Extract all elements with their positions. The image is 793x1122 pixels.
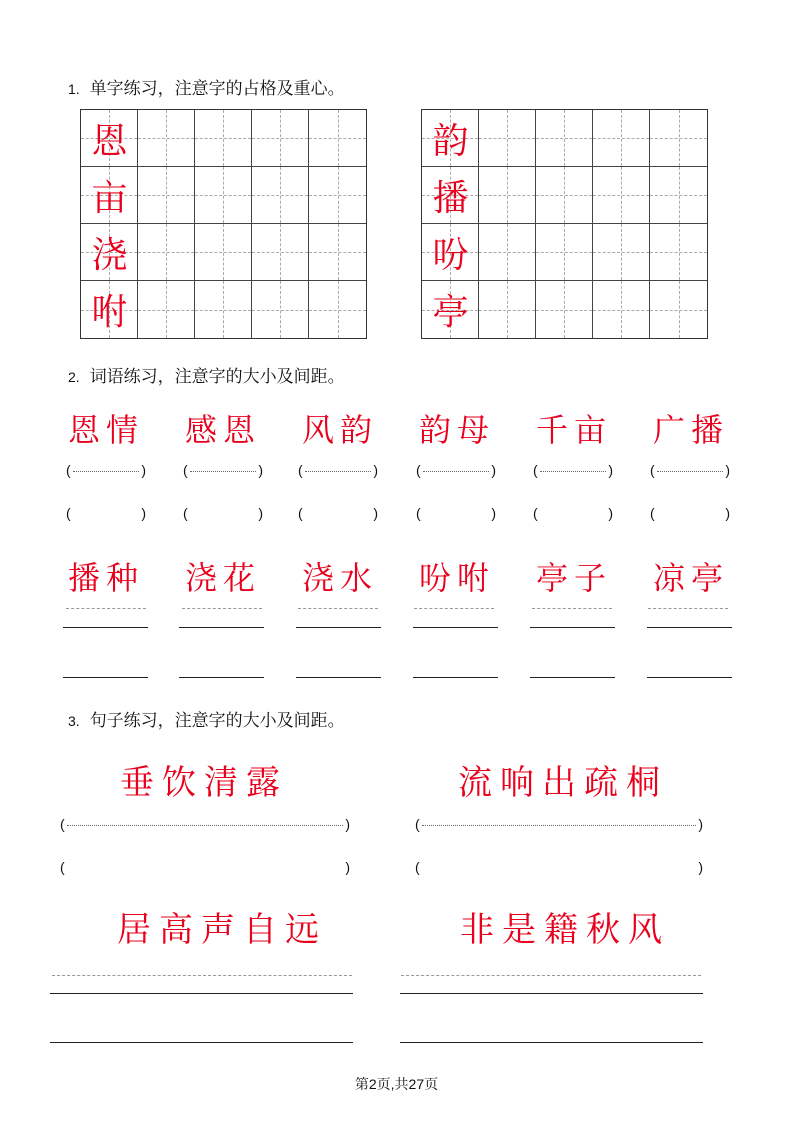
grid-char: 亩 — [91, 178, 128, 219]
practice-sentence: 居高声自远 — [117, 910, 327, 950]
grid-row — [422, 167, 707, 224]
answer-blank[interactable]: ( ) — [415, 859, 703, 875]
pinyin-blank[interactable]: ( ) — [66, 462, 146, 478]
pinyin-blank[interactable]: ( ) — [415, 816, 703, 832]
guide-line — [414, 608, 494, 609]
guide-line — [52, 975, 352, 976]
practice-word: 凉亭 — [653, 559, 730, 597]
writing-line[interactable] — [50, 993, 353, 994]
pinyin-blank[interactable]: ( ) — [183, 462, 263, 478]
answer-blank[interactable]: ( ) — [66, 505, 146, 521]
practice-word: 吩咐 — [419, 559, 496, 597]
practice-word: 感恩 — [185, 411, 262, 449]
practice-word: 韵母 — [419, 411, 496, 449]
practice-sentence: 非是籍秋风 — [460, 910, 670, 950]
section-2-text: 词语练习，注意字的大小及间距。 — [89, 367, 345, 387]
grid-char: 韵 — [432, 121, 469, 162]
section-3-text: 句子练习，注意字的大小及间距。 — [89, 711, 345, 731]
practice-word: 广播 — [653, 411, 730, 449]
answer-blank[interactable]: ( ) — [533, 505, 613, 521]
writing-line[interactable] — [400, 1042, 703, 1043]
answer-blank[interactable]: ( ) — [298, 505, 378, 521]
section-1-title — [68, 74, 345, 99]
writing-line[interactable] — [647, 627, 732, 628]
section-3-title — [68, 706, 345, 731]
section-2-title — [68, 362, 345, 387]
pinyin-blank[interactable]: ( ) — [416, 462, 496, 478]
pinyin-blank[interactable]: ( ) — [60, 816, 350, 832]
writing-line[interactable] — [63, 627, 148, 628]
section-1-text: 单字练习，注意字的占格及重心。 — [89, 79, 345, 99]
grid-row — [81, 110, 366, 167]
writing-line[interactable] — [296, 677, 381, 678]
section-1-number: 1. — [68, 81, 80, 97]
grid-char: 吩 — [432, 235, 469, 276]
guide-line — [648, 608, 728, 609]
practice-word: 千亩 — [536, 411, 613, 449]
guide-line — [182, 608, 262, 609]
writing-line[interactable] — [530, 677, 615, 678]
answer-blank[interactable]: ( ) — [416, 505, 496, 521]
practice-word: 恩情 — [68, 411, 145, 449]
writing-line[interactable] — [179, 677, 264, 678]
writing-line[interactable] — [413, 627, 498, 628]
pinyin-blank[interactable]: ( ) — [533, 462, 613, 478]
pinyin-blank[interactable]: ( ) — [298, 462, 378, 478]
practice-sentence: 流响出疏桐 — [458, 763, 668, 803]
writing-line[interactable] — [400, 993, 703, 994]
grid-row — [81, 224, 366, 281]
practice-sentence: 垂饮清露 — [120, 763, 288, 803]
practice-word: 浇花 — [185, 559, 262, 597]
writing-line[interactable] — [647, 677, 732, 678]
writing-line[interactable] — [50, 1042, 353, 1043]
grid-char: 咐 — [91, 292, 128, 333]
writing-line[interactable] — [63, 677, 148, 678]
grid-row — [422, 281, 707, 338]
page-number: 第2页,共27页 — [354, 1076, 439, 1092]
grid-char: 亭 — [432, 292, 469, 333]
section-3-number: 3. — [68, 713, 80, 729]
char-grid-right — [421, 109, 708, 339]
answer-blank[interactable]: ( ) — [183, 505, 263, 521]
practice-word: 风韵 — [302, 411, 379, 449]
grid-char: 恩 — [91, 121, 128, 162]
grid-row — [81, 167, 366, 224]
writing-line[interactable] — [179, 627, 264, 628]
writing-line[interactable] — [413, 677, 498, 678]
guide-line — [401, 975, 701, 976]
grid-char: 播 — [432, 178, 469, 219]
section-2-number: 2. — [68, 369, 80, 385]
grid-row — [422, 110, 707, 167]
practice-word: 亭子 — [536, 559, 613, 597]
guide-line — [532, 608, 612, 609]
writing-line[interactable] — [530, 627, 615, 628]
pinyin-blank[interactable]: ( ) — [650, 462, 730, 478]
practice-word: 播种 — [68, 559, 145, 597]
guide-line — [298, 608, 378, 609]
grid-row — [81, 281, 366, 338]
answer-blank[interactable]: ( ) — [60, 859, 350, 875]
char-grid-left — [80, 109, 367, 339]
writing-line[interactable] — [296, 627, 381, 628]
practice-word: 浇水 — [302, 559, 379, 597]
guide-line — [66, 608, 146, 609]
grid-row — [422, 224, 707, 281]
answer-blank[interactable]: ( ) — [650, 505, 730, 521]
grid-char: 浇 — [91, 235, 128, 276]
